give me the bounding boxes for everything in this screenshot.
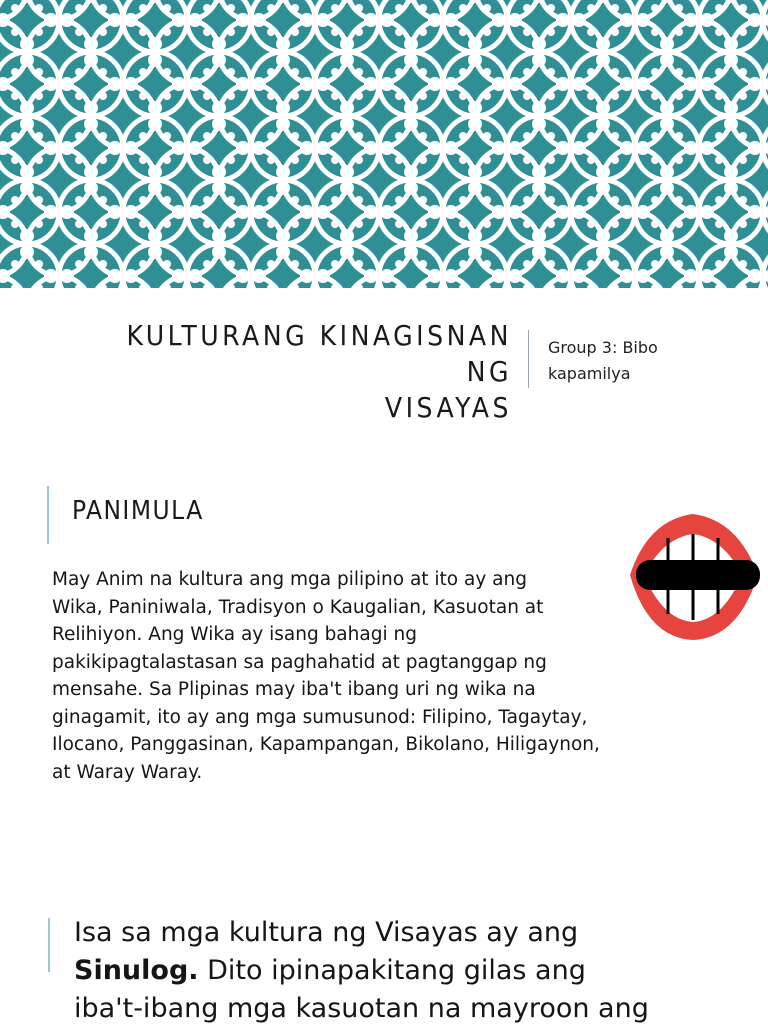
slide3-line-3: iba't-ibang mga kasuotan na mayroon ang <box>74 993 649 1024</box>
mouth-icon <box>618 500 768 650</box>
slide3-line-1: Isa sa mga kultura ng Visayas ay ang <box>74 917 579 948</box>
slide3-accent-bar <box>48 918 50 972</box>
title-divider <box>528 330 529 388</box>
slide-subtitle <box>548 335 748 387</box>
highlight-term: Sinulog. <box>74 955 199 986</box>
decorative-pattern-banner <box>0 0 768 288</box>
heading-accent-bar <box>47 486 49 544</box>
body-paragraph: May Anim na kultura ang mga pilipino at ito ay ang Wika, Paniniwala, Tradisyon o Kaugalian, Kasuotan at Relihiyon. Ang Wika ay isang bahagi ng pakikipagtalastasan sa paghahatid at pagtanggap ng mensahe. Sa Plipinas may iba't ibang uri ng wika na ginagamit, ito ay ang mga sumusunod: Filipino, Tagaytay, Ilocano, Panggasinan, Kapampangan, Bikolano, Hiligaynon, at Waray Waray. <box>52 569 600 783</box>
slide3-line-2-rest: Dito ipinapakitang gilas ang <box>198 955 586 986</box>
slide-title <box>100 318 512 426</box>
subtitle-line-2: kapamilya <box>548 364 631 383</box>
slide-title-line-1: KULTURANG KINAGISNAN NG <box>126 319 512 388</box>
section-heading: PANIMULA <box>72 496 204 526</box>
slide-title-line-2: VISAYAS <box>384 391 512 424</box>
subtitle-line-1: Group 3: Bibo <box>548 338 658 357</box>
slide3-paragraph <box>74 914 674 1028</box>
slide3-line-2 <box>74 952 674 990</box>
